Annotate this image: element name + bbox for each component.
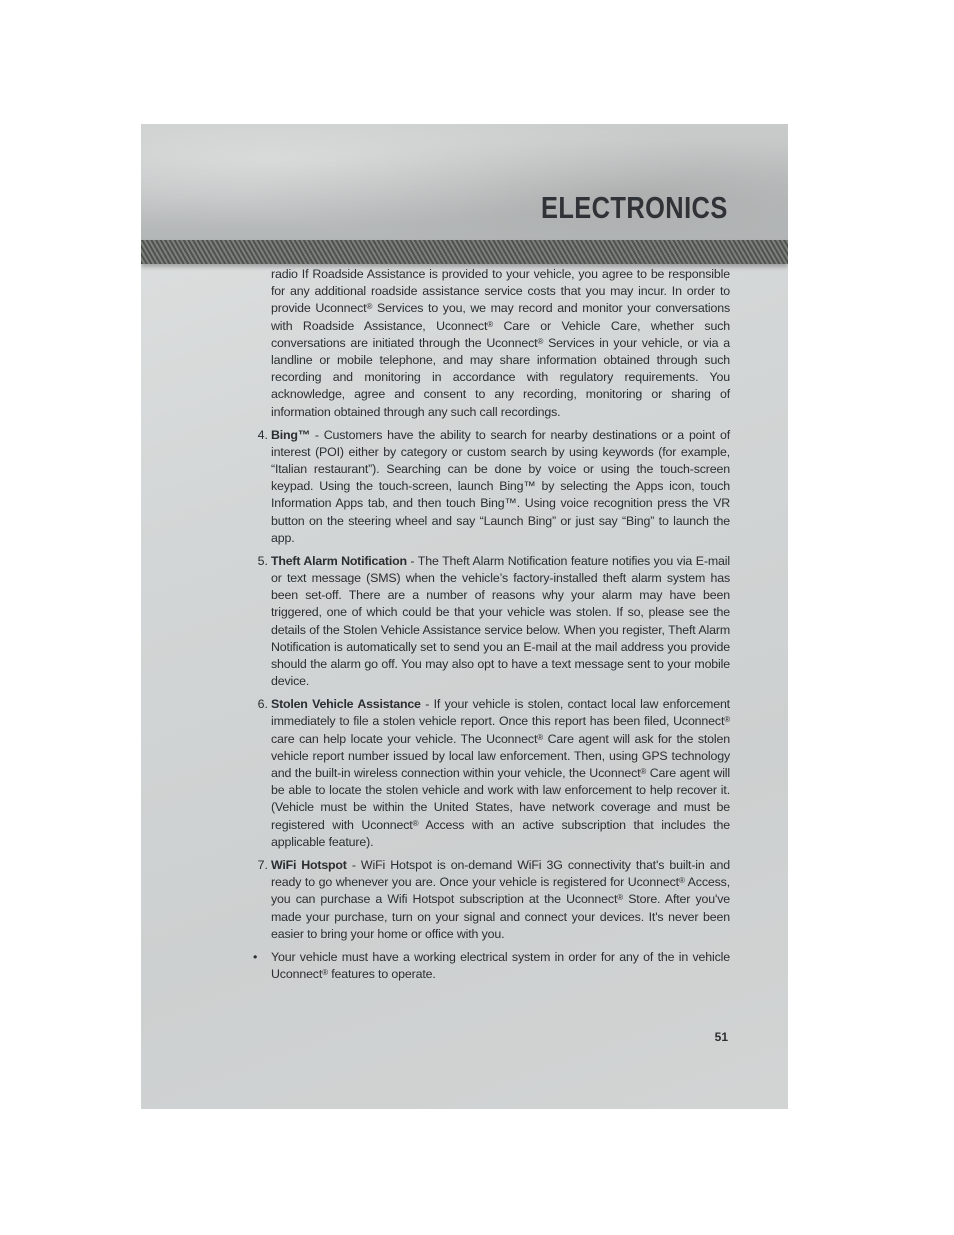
list-item-title: Stolen Vehicle Assistance bbox=[271, 697, 421, 712]
bullet-marker: • bbox=[253, 949, 258, 964]
continuation-paragraph: radio If Roadside Assistance is provided to your vehicle, you agree to be responsible for any additional roadside assistance service costs that you may incur. In order to provide Uconnect® Services to you, we may record and monitor your conversations with Roadside Assistance, Uconnect® Care or Vehicle Care, whether such conversations are initiated through the Uconnect® Services in your vehicle, or via a landline or mobile telephone, and may share information obtained through such recording and monitoring in accordance with regulatory requirements. You acknowledge, agree and consent to any recording, monitoring or sharing of information obtained through any such call recordings. bbox=[271, 267, 730, 419]
list-item-text: - The Theft Alarm Notification feature notifies you via E-mail or text message (SMS) when the vehicle’s factory-installed theft alarm system has been set-off. There are a number of reasons why your alarm may have been triggered, one of which could be that your vehicle was stolen. If so, please see the details of the Stolen Vehicle Assistance service below. When you register, Theft Alarm Notification is automatically set to send you an E-mail at the mail address you provide should the alarm go off. You may also opt to have a text message sent to your mobile device. bbox=[271, 553, 730, 689]
list-item-title: Bing™ bbox=[271, 427, 310, 442]
list-item-title: Theft Alarm Notification bbox=[271, 553, 407, 568]
list-item-text: - Customers have the ability to search for nearby destinations or a point of interest (POI) either by category or custom search by using keywords (for example, “Italian restaurant”). Searching can be done by voice or using the touch-screen keypad. Using the touch-screen, launch Bing™ by selecting the Apps icon, touch Information Apps tab, and then touch Bing™. Using voice recognition press the VR button on the steering wheel and say “Launch Bing” or just say “Bing” to launch the app. bbox=[271, 427, 730, 545]
page-number: 51 bbox=[714, 1030, 728, 1044]
list-item-number: 7. bbox=[257, 857, 268, 872]
list-item-number: 5. bbox=[257, 553, 268, 568]
header-stripe bbox=[141, 240, 788, 264]
list-item-text: - WiFi Hotspot is on-demand WiFi 3G connectivity that's built-in and ready to go whenever you are. Once your vehicle is registered for Uconnect® Access, you can purchase a Wifi Hotspot subscription at the Uconnect® Store. After you've made your purchase, turn on your signal and connect your devices. It's never been easier to bring your home or office with you. bbox=[271, 857, 730, 941]
list-item-stolen-vehicle-assistance bbox=[250, 696, 730, 851]
list-item-text: - If your vehicle is stolen, contact local law enforcement immediately to file a stolen vehicle report. Once this report has been filed, Uconnect® care can help locate your vehicle. The Uconnect® Care agent will ask for the stolen vehicle report number issued by local law enforcement. Then, using GPS technology and the built-in wireless connection within your vehicle, the Uconnect® Care agent will be able to locate the stolen vehicle and work with law enforcement to help recover it. (Vehicle must be within the United States, have network coverage and must be registered with Uconnect® Access with an active subscription that includes the applicable feature). bbox=[271, 697, 730, 849]
manual-page bbox=[141, 124, 788, 1109]
list-item-number: 6. bbox=[257, 697, 268, 712]
section-title: ELECTRONICS bbox=[541, 190, 728, 225]
list-item-bing bbox=[250, 427, 730, 547]
bullet-text: Your vehicle must have a working electrical system in order for any of the in vehicle Uconnect® features to operate. bbox=[271, 949, 730, 981]
page-header bbox=[141, 124, 788, 240]
bullet-item bbox=[253, 949, 730, 983]
list-item-wifi-hotspot bbox=[250, 857, 730, 943]
list-item-number: 4. bbox=[257, 427, 268, 442]
list-item-title: WiFi Hotspot bbox=[271, 857, 347, 872]
page-content bbox=[250, 266, 730, 983]
list-item-theft-alarm-notification bbox=[250, 553, 730, 691]
